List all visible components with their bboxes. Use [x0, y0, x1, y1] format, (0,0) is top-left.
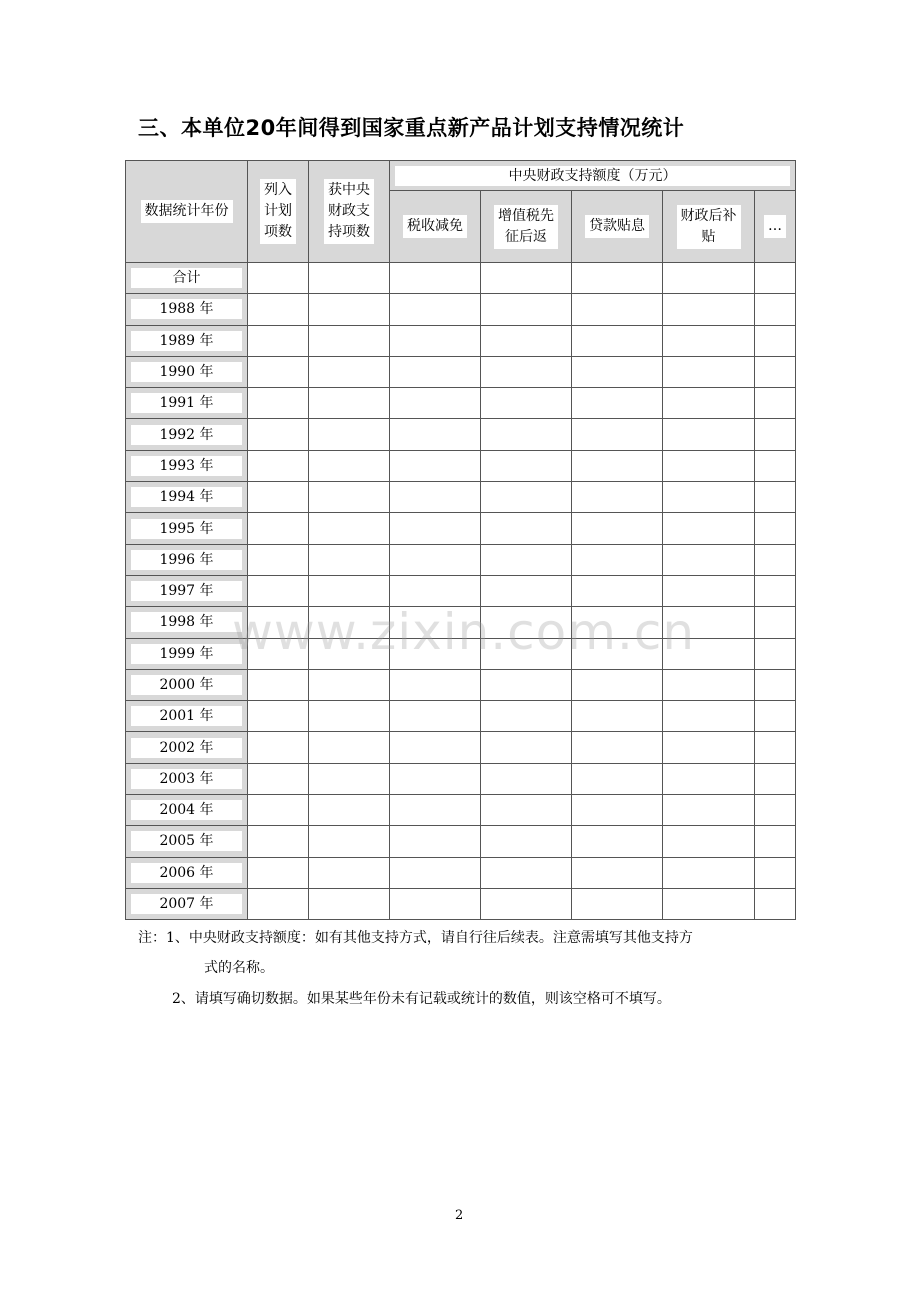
- cell-loan-interest[interactable]: [572, 607, 663, 638]
- row-label-cell: [126, 513, 248, 544]
- cell-tax-relief[interactable]: [390, 638, 481, 669]
- header-vat-cell: [481, 191, 572, 263]
- cell-other[interactable]: [755, 450, 796, 481]
- cell-post-subsidy[interactable]: [663, 732, 755, 763]
- cell-vat-refund[interactable]: [481, 763, 572, 794]
- cell-vat-refund[interactable]: [481, 638, 572, 669]
- table-row: [126, 701, 796, 732]
- cell-loan-interest[interactable]: [572, 575, 663, 606]
- header-subsidy-cell: [663, 191, 755, 263]
- cell-other[interactable]: [755, 356, 796, 387]
- cell-vat-refund[interactable]: [481, 544, 572, 575]
- note-2: 2、请填写确切数据。如果某些年份未有记载或统计的数值，则该空格可不填写。: [172, 991, 671, 1007]
- cell-post-subsidy[interactable]: [663, 763, 755, 794]
- cell-vat-refund[interactable]: [481, 732, 572, 763]
- cell-listed[interactable]: [248, 294, 309, 325]
- row-label-cell: [126, 544, 248, 575]
- cell-listed[interactable]: [248, 513, 309, 544]
- cell-vat-refund[interactable]: [481, 669, 572, 700]
- table-row: [126, 795, 796, 826]
- cell-post-subsidy[interactable]: [663, 544, 755, 575]
- cell-tax-relief[interactable]: [390, 513, 481, 544]
- row-year-label: 2001 年: [131, 706, 242, 726]
- note-1-continuation: 式的名称。: [204, 960, 274, 976]
- cell-other[interactable]: [755, 482, 796, 513]
- row-label-cell: [126, 450, 248, 481]
- header-loan-interest: 贷款贴息: [585, 215, 649, 238]
- cell-listed[interactable]: [248, 826, 309, 857]
- cell-other[interactable]: [755, 544, 796, 575]
- row-label-cell: [126, 419, 248, 450]
- cell-listed[interactable]: [248, 482, 309, 513]
- cell-listed[interactable]: [248, 857, 309, 888]
- header-listed-count: 列入 计划 项数: [260, 179, 296, 244]
- row-year-label: 1999 年: [131, 644, 242, 664]
- cell-other[interactable]: [755, 388, 796, 419]
- cell-other[interactable]: [755, 607, 796, 638]
- cell-vat-refund[interactable]: [481, 263, 572, 294]
- cell-vat-refund[interactable]: [481, 888, 572, 919]
- cell-post-subsidy[interactable]: [663, 325, 755, 356]
- header-year: 数据统计年份: [141, 200, 233, 223]
- cell-post-subsidy[interactable]: [663, 356, 755, 387]
- cell-vat-refund[interactable]: [481, 450, 572, 481]
- cell-loan-interest[interactable]: [572, 701, 663, 732]
- cell-other[interactable]: [755, 294, 796, 325]
- header-central-group-cell: [390, 161, 796, 191]
- cell-supported[interactable]: [309, 419, 390, 450]
- cell-supported[interactable]: [309, 857, 390, 888]
- support-statistics-table: [125, 160, 796, 920]
- row-year-label: 2000 年: [131, 675, 242, 695]
- row-year-label: 2005 年: [131, 831, 242, 851]
- row-label-cell: [126, 294, 248, 325]
- cell-other[interactable]: [755, 888, 796, 919]
- cell-post-subsidy[interactable]: [663, 607, 755, 638]
- table-row: [126, 888, 796, 919]
- header-central-funding: 中央财政支持额度（万元）: [395, 166, 790, 186]
- cell-listed[interactable]: [248, 638, 309, 669]
- cell-supported[interactable]: [309, 669, 390, 700]
- cell-post-subsidy[interactable]: [663, 575, 755, 606]
- table-row: [126, 513, 796, 544]
- row-label-cell: [126, 575, 248, 606]
- row-label-cell: [126, 669, 248, 700]
- table-row: [126, 263, 796, 294]
- table-row: [126, 419, 796, 450]
- cell-vat-refund[interactable]: [481, 513, 572, 544]
- row-year-label: 1997 年: [131, 581, 242, 601]
- cell-post-subsidy[interactable]: [663, 450, 755, 481]
- cell-supported[interactable]: [309, 356, 390, 387]
- cell-listed[interactable]: [248, 263, 309, 294]
- cell-other[interactable]: [755, 263, 796, 294]
- cell-vat-refund[interactable]: [481, 325, 572, 356]
- cell-loan-interest[interactable]: [572, 795, 663, 826]
- cell-tax-relief[interactable]: [390, 857, 481, 888]
- cell-other[interactable]: [755, 669, 796, 700]
- cell-listed[interactable]: [248, 356, 309, 387]
- cell-post-subsidy[interactable]: [663, 263, 755, 294]
- cell-post-subsidy[interactable]: [663, 513, 755, 544]
- cell-loan-interest[interactable]: [572, 356, 663, 387]
- cell-vat-refund[interactable]: [481, 795, 572, 826]
- cell-supported[interactable]: [309, 388, 390, 419]
- cell-tax-relief[interactable]: [390, 701, 481, 732]
- cell-loan-interest[interactable]: [572, 826, 663, 857]
- cell-supported[interactable]: [309, 888, 390, 919]
- row-label-cell: [126, 638, 248, 669]
- cell-loan-interest[interactable]: [572, 263, 663, 294]
- cell-post-subsidy[interactable]: [663, 701, 755, 732]
- table-row: [126, 826, 796, 857]
- header-more-cell: [755, 191, 796, 263]
- cell-listed[interactable]: [248, 419, 309, 450]
- watermark: www.zixin.com.cn: [232, 603, 696, 661]
- cell-loan-interest[interactable]: [572, 888, 663, 919]
- row-label-cell: [126, 263, 248, 294]
- cell-other[interactable]: [755, 325, 796, 356]
- cell-tax-relief[interactable]: [390, 669, 481, 700]
- cell-loan-interest[interactable]: [572, 325, 663, 356]
- header-tax-relief: 税收减免: [403, 215, 467, 238]
- cell-listed[interactable]: [248, 795, 309, 826]
- row-label-cell: [126, 388, 248, 419]
- row-year-label: 1995 年: [131, 519, 242, 539]
- page-number: 2: [455, 1208, 464, 1223]
- table-row: [126, 388, 796, 419]
- row-year-label: 1989 年: [131, 331, 242, 351]
- cell-tax-relief[interactable]: [390, 826, 481, 857]
- row-year-label: 1992 年: [131, 425, 242, 445]
- table-row: [126, 356, 796, 387]
- cell-other[interactable]: [755, 857, 796, 888]
- row-label-cell: [126, 482, 248, 513]
- row-label-cell: [126, 356, 248, 387]
- note-1: 注：1、中央财政支持额度：如有其他支持方式，请自行往后续表。注意需填写其他支持方: [138, 930, 693, 946]
- cell-loan-interest[interactable]: [572, 857, 663, 888]
- table-row: [126, 857, 796, 888]
- header-tax-cell: [390, 191, 481, 263]
- cell-listed[interactable]: [248, 544, 309, 575]
- cell-vat-refund[interactable]: [481, 826, 572, 857]
- row-year-label: 1998 年: [131, 612, 242, 632]
- cell-vat-refund[interactable]: [481, 857, 572, 888]
- row-year-label: 1990 年: [131, 362, 242, 382]
- cell-listed[interactable]: [248, 669, 309, 700]
- cell-listed[interactable]: [248, 388, 309, 419]
- row-year-label: 1996 年: [131, 550, 242, 570]
- cell-supported[interactable]: [309, 575, 390, 606]
- cell-listed[interactable]: [248, 607, 309, 638]
- cell-tax-relief[interactable]: [390, 888, 481, 919]
- cell-tax-relief[interactable]: [390, 263, 481, 294]
- row-year-label: 1993 年: [131, 456, 242, 476]
- row-label-cell: [126, 763, 248, 794]
- cell-loan-interest[interactable]: [572, 544, 663, 575]
- cell-other[interactable]: [755, 513, 796, 544]
- cell-other[interactable]: [755, 826, 796, 857]
- cell-supported[interactable]: [309, 544, 390, 575]
- cell-supported[interactable]: [309, 638, 390, 669]
- cell-supported[interactable]: [309, 701, 390, 732]
- header-vat-refund: 增值税先 征后返: [494, 205, 558, 249]
- row-label-cell: [126, 325, 248, 356]
- cell-post-subsidy[interactable]: [663, 888, 755, 919]
- cell-supported[interactable]: [309, 482, 390, 513]
- cell-listed[interactable]: [248, 888, 309, 919]
- cell-tax-relief[interactable]: [390, 482, 481, 513]
- cell-supported[interactable]: [309, 607, 390, 638]
- cell-other[interactable]: [755, 732, 796, 763]
- table-row: [126, 450, 796, 481]
- cell-loan-interest[interactable]: [572, 763, 663, 794]
- row-year-label: 1991 年: [131, 393, 242, 413]
- cell-listed[interactable]: [248, 732, 309, 763]
- cell-listed[interactable]: [248, 325, 309, 356]
- row-year-label: 2002 年: [131, 738, 242, 758]
- table-row: [126, 732, 796, 763]
- cell-post-subsidy[interactable]: [663, 826, 755, 857]
- cell-supported[interactable]: [309, 513, 390, 544]
- row-label-cell: [126, 732, 248, 763]
- header-loan-cell: [572, 191, 663, 263]
- row-label-cell: [126, 795, 248, 826]
- cell-tax-relief[interactable]: [390, 763, 481, 794]
- row-label-cell: [126, 857, 248, 888]
- row-year-label: 1988 年: [131, 299, 242, 319]
- header-year-cell: [126, 161, 248, 263]
- cell-loan-interest[interactable]: [572, 482, 663, 513]
- cell-vat-refund[interactable]: [481, 356, 572, 387]
- table-row: [126, 669, 796, 700]
- cell-listed[interactable]: [248, 701, 309, 732]
- cell-other[interactable]: [755, 763, 796, 794]
- cell-loan-interest[interactable]: [572, 638, 663, 669]
- cell-tax-relief[interactable]: [390, 325, 481, 356]
- cell-other[interactable]: [755, 419, 796, 450]
- cell-tax-relief[interactable]: [390, 419, 481, 450]
- cell-loan-interest[interactable]: [572, 513, 663, 544]
- cell-loan-interest[interactable]: [572, 419, 663, 450]
- cell-supported[interactable]: [309, 450, 390, 481]
- cell-post-subsidy[interactable]: [663, 795, 755, 826]
- cell-other[interactable]: [755, 795, 796, 826]
- table-row: [126, 575, 796, 606]
- cell-loan-interest[interactable]: [572, 294, 663, 325]
- row-year-label: 1994 年: [131, 487, 242, 507]
- cell-tax-relief[interactable]: [390, 795, 481, 826]
- table-row: [126, 482, 796, 513]
- cell-loan-interest[interactable]: [572, 450, 663, 481]
- row-label-cell: [126, 701, 248, 732]
- row-year-label: 2004 年: [131, 800, 242, 820]
- row-label-cell: [126, 888, 248, 919]
- cell-supported[interactable]: [309, 732, 390, 763]
- cell-listed[interactable]: [248, 450, 309, 481]
- cell-vat-refund[interactable]: [481, 388, 572, 419]
- table-row: [126, 325, 796, 356]
- cell-vat-refund[interactable]: [481, 419, 572, 450]
- row-year-label: 合计: [131, 268, 242, 288]
- cell-loan-interest[interactable]: [572, 732, 663, 763]
- cell-supported[interactable]: [309, 795, 390, 826]
- cell-supported[interactable]: [309, 763, 390, 794]
- cell-vat-refund[interactable]: [481, 294, 572, 325]
- cell-post-subsidy[interactable]: [663, 482, 755, 513]
- cell-tax-relief[interactable]: [390, 294, 481, 325]
- cell-tax-relief[interactable]: [390, 575, 481, 606]
- cell-vat-refund[interactable]: [481, 575, 572, 606]
- cell-post-subsidy[interactable]: [663, 638, 755, 669]
- row-label-cell: [126, 607, 248, 638]
- cell-tax-relief[interactable]: [390, 356, 481, 387]
- cell-post-subsidy[interactable]: [663, 294, 755, 325]
- cell-post-subsidy[interactable]: [663, 669, 755, 700]
- cell-supported[interactable]: [309, 325, 390, 356]
- header-supported-count: 获中央 财政支 持项数: [324, 179, 374, 244]
- cell-other[interactable]: [755, 701, 796, 732]
- cell-listed[interactable]: [248, 763, 309, 794]
- cell-tax-relief[interactable]: [390, 732, 481, 763]
- table-row: [126, 544, 796, 575]
- header-post-subsidy: 财政后补 贴: [677, 205, 741, 249]
- cell-post-subsidy[interactable]: [663, 419, 755, 450]
- header-supported-cell: [309, 161, 390, 263]
- cell-listed[interactable]: [248, 575, 309, 606]
- cell-loan-interest[interactable]: [572, 669, 663, 700]
- cell-tax-relief[interactable]: [390, 388, 481, 419]
- cell-tax-relief[interactable]: [390, 607, 481, 638]
- cell-post-subsidy[interactable]: [663, 388, 755, 419]
- row-year-label: 2006 年: [131, 863, 242, 883]
- cell-supported[interactable]: [309, 826, 390, 857]
- cell-vat-refund[interactable]: [481, 701, 572, 732]
- page-title: 三、本单位20年间得到国家重点新产品计划支持情况统计: [138, 116, 685, 140]
- cell-loan-interest[interactable]: [572, 388, 663, 419]
- cell-post-subsidy[interactable]: [663, 857, 755, 888]
- cell-other[interactable]: [755, 638, 796, 669]
- cell-supported[interactable]: [309, 294, 390, 325]
- header-more: …: [764, 215, 786, 238]
- cell-tax-relief[interactable]: [390, 544, 481, 575]
- table-row: [126, 763, 796, 794]
- row-label-cell: [126, 826, 248, 857]
- row-year-label: 2007 年: [131, 894, 242, 914]
- cell-vat-refund[interactable]: [481, 607, 572, 638]
- cell-tax-relief[interactable]: [390, 450, 481, 481]
- cell-other[interactable]: [755, 575, 796, 606]
- row-year-label: 2003 年: [131, 769, 242, 789]
- cell-vat-refund[interactable]: [481, 482, 572, 513]
- table-row: [126, 607, 796, 638]
- table-row: [126, 294, 796, 325]
- header-listed-cell: [248, 161, 309, 263]
- table-row: [126, 638, 796, 669]
- cell-supported[interactable]: [309, 263, 390, 294]
